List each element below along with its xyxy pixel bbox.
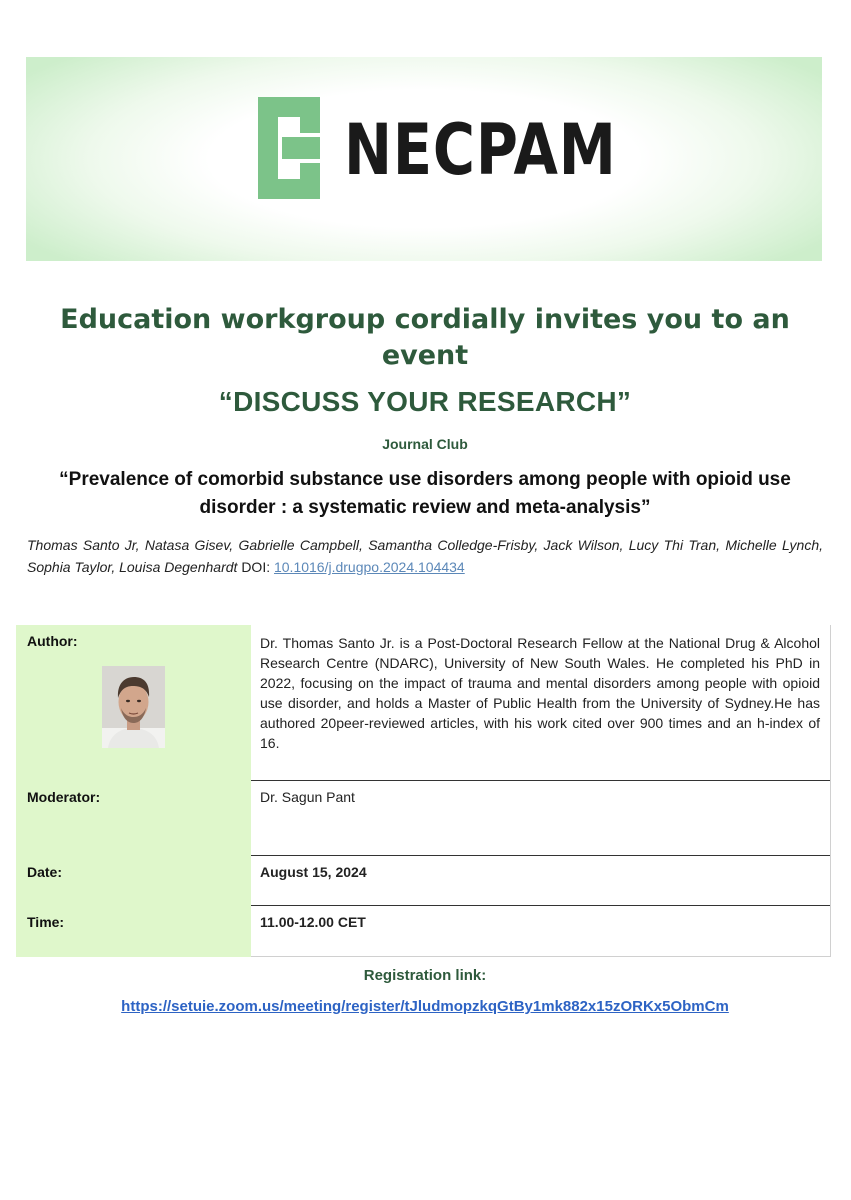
logo-text: NECPAM	[344, 109, 617, 191]
registration-link[interactable]: https://setuie.zoom.us/meeting/register/tJludmopzkqGtBy1mk882x15zORKx5ObmCm	[121, 998, 729, 1015]
table-row	[16, 625, 831, 781]
author-bio-cell	[251, 625, 831, 781]
table-row	[16, 906, 831, 957]
time-value: 11.00-12.00 CET	[251, 906, 831, 957]
event-details-table	[16, 625, 831, 957]
header-banner	[26, 57, 822, 261]
event-title: “DISCUSS YOUR RESEARCH”	[218, 386, 632, 417]
date-label: Date:	[16, 856, 251, 906]
event-type: Journal Club	[382, 436, 468, 452]
author-names: Thomas Santo Jr, Natasa Gisev, Gabrielle Campbell, Samantha Colledge-Frisby, Jack Wilson, Lucy Thi Tran, Michelle Lynch, Sophia Taylor, Louisa Degenhardt	[27, 537, 823, 575]
paper-title: “Prevalence of comorbid substance use disorders among people with opioid use disorder : a systematic review and meta-analysis”	[59, 469, 791, 518]
doi-label: DOI:	[241, 559, 271, 575]
invitation-headline: Education workgroup cordially invites you to an event	[60, 304, 790, 371]
author-label-cell	[16, 625, 251, 781]
author-list	[27, 534, 823, 578]
moderator-label: Moderator:	[16, 781, 251, 856]
moderator-value: Dr. Sagun Pant	[251, 781, 831, 856]
author-photo	[102, 666, 165, 748]
table-row	[16, 856, 831, 906]
table-row	[16, 781, 831, 856]
author-label: Author:	[27, 633, 78, 649]
date-value: August 15, 2024	[251, 856, 831, 906]
registration-label: Registration link:	[363, 967, 487, 984]
time-label: Time:	[16, 906, 251, 957]
author-bio: Dr. Thomas Santo Jr. is a Post-Doctoral Research Fellow at the National Drug & Alcohol Research Centre (NDARC), University of New South Wales. He completed his PhD in 2022, focusing on the impact of trauma and mental disorders among people with opioid use disorder, and holds a Master of Public Health from the University of Sydney.He has authored 20peer-reviewed articles, with his work cited over 900 times and an h-index of 16.	[260, 635, 820, 751]
doi-link[interactable]: 10.1016/j.drugpo.2024.104434	[273, 559, 465, 575]
medical-cross-icon	[258, 97, 320, 199]
